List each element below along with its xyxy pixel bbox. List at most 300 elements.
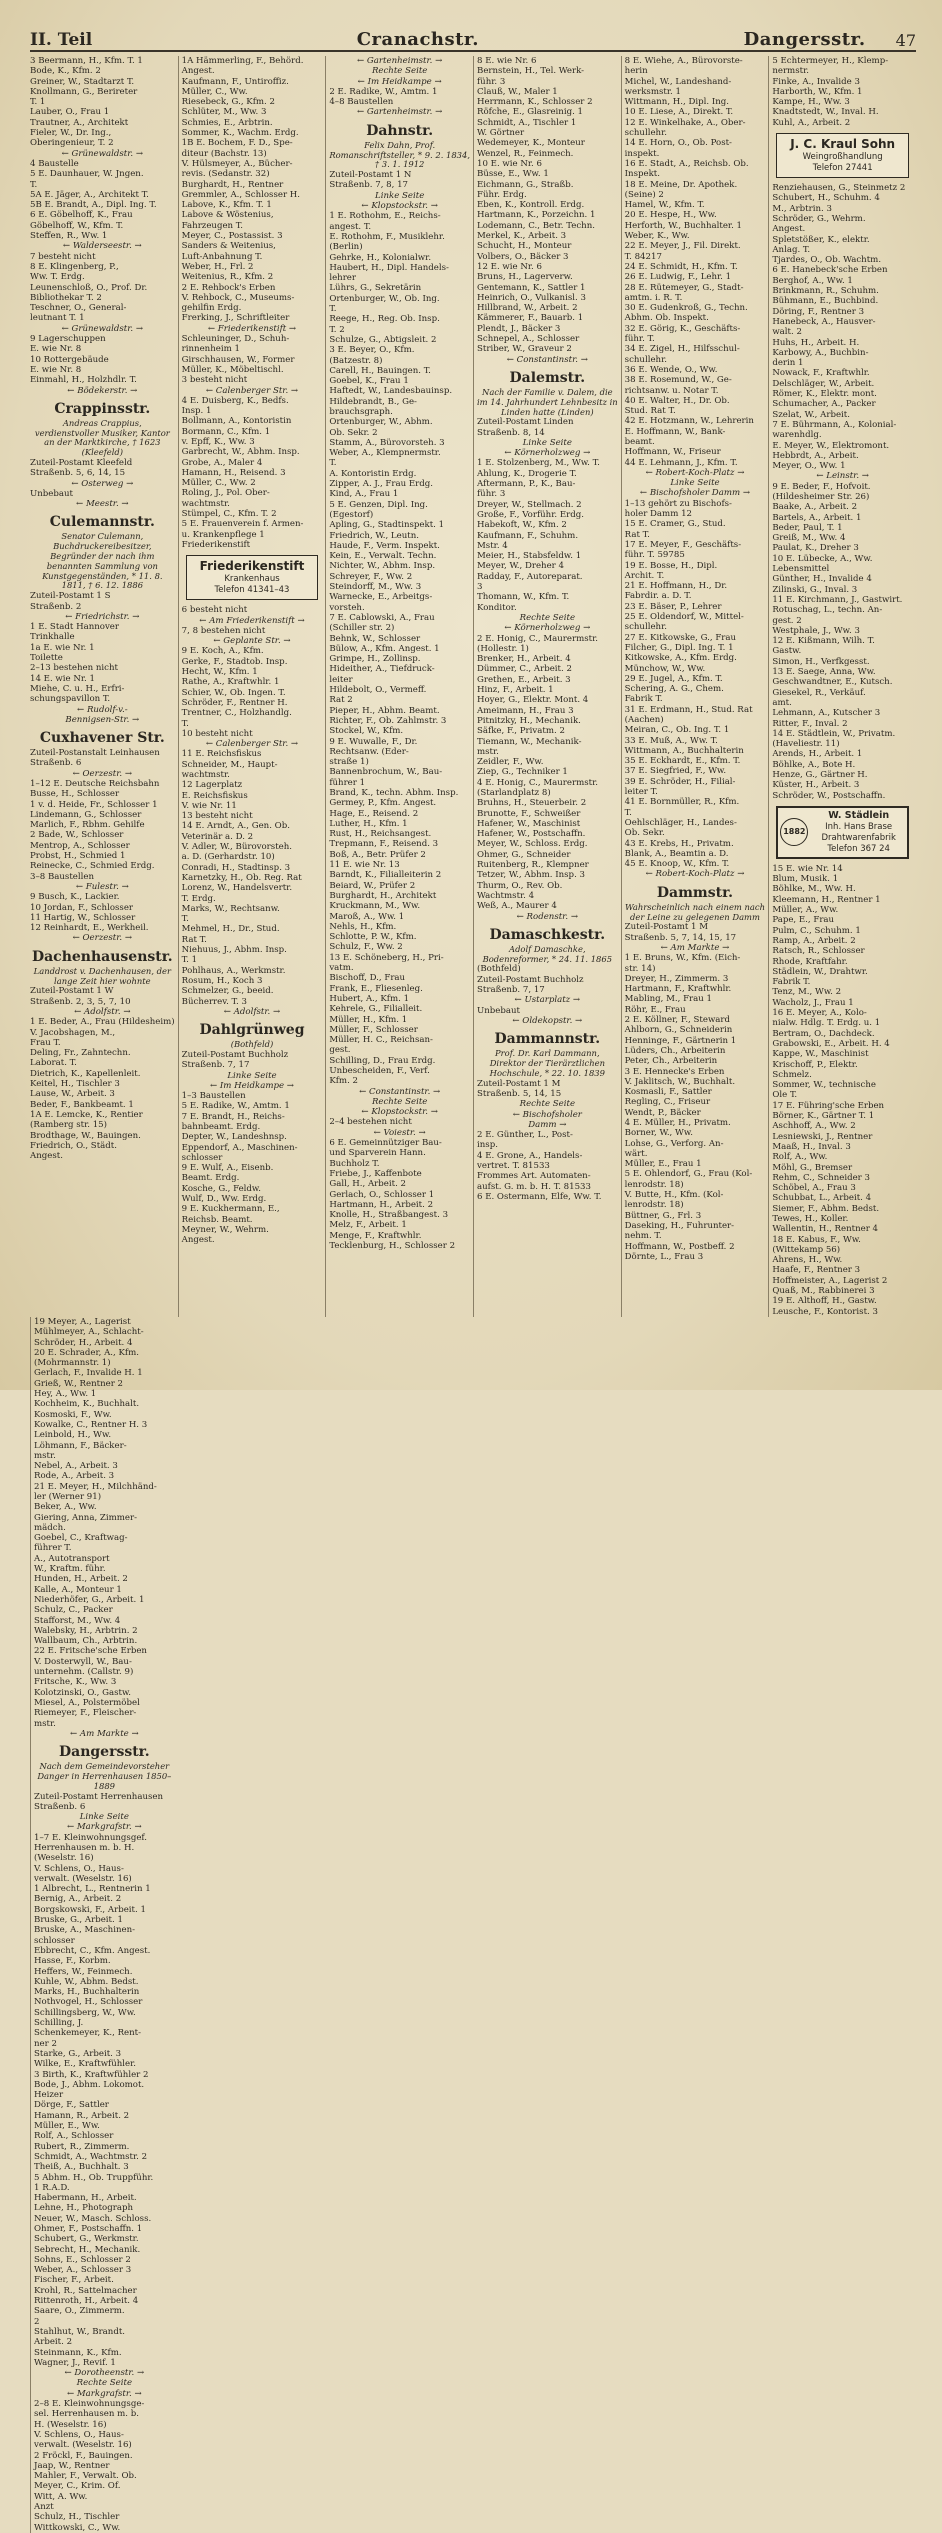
directory-entry: 38 E. Rosemund, W., Ge- — [624, 375, 732, 386]
directory-entry: Marlich, F., Rbhm. Gehilfe — [30, 820, 145, 831]
directory-entry: 5 E. Frauenverein f. Armen- — [181, 519, 304, 530]
directory-entry: Gall, H., Arbeit. 2 — [329, 1179, 407, 1190]
directory-entry: Mahler, F., Verwalt. Ob. — [34, 2471, 137, 2482]
directory-entry: gest. — [329, 1045, 351, 1056]
directory-entry: (Seine) 2 — [624, 189, 664, 200]
directory-entry: Röfche, E., Glasreinig. 1 — [477, 107, 583, 118]
directory-entry: Löhmann, F., Bäcker- — [34, 1440, 127, 1451]
directory-entry: Huhs, H., Arbeit. H. — [772, 337, 860, 348]
directory-entry: Lohse, G., Verforg. An- — [624, 1138, 724, 1149]
directory-entry: 1 E. Beder, A., Frau (Hildesheim) — [30, 1017, 175, 1028]
directory-entry: Schubbat, L., Arbeit. 4 — [772, 1193, 872, 1204]
directory-entry: E. Reichsfiskus — [181, 790, 248, 801]
directory-entry: Kehrele, G., Filialleit. — [329, 1004, 423, 1015]
directory-entry: Behnk, W., Schlosser — [329, 633, 421, 644]
directory-entry: 15 E. Cramer, G., Stud. — [624, 519, 726, 530]
directory-entry: Habermann, H., Arbeit. — [34, 2193, 137, 2204]
directory-entry: Müller, F., Schlosser — [329, 1024, 418, 1035]
street-name-origin-note: Andreas Crappius, verdienstvoller Musiker, Kantor an der Marktkirche, † 1623 (Kleefeld) — [34, 417, 170, 458]
directory-entry: Schillingsberg, W., Ww. — [34, 2007, 136, 2018]
directory-entry: verwalt. (Weselstr. 16) — [34, 1873, 132, 1884]
directory-entry: Kappe, W., Maschinist — [772, 1049, 869, 1060]
directory-entry: Lebensmittel — [772, 564, 830, 575]
directory-entry: 19 E. Althoff, H., Gastw. — [772, 1296, 877, 1307]
directory-entry: 2 — [34, 2316, 40, 2327]
directory-entry: Merkel, K., Arbeit. 3 — [477, 231, 567, 242]
cross-street-marker: ← Am Markte → — [69, 1728, 139, 1739]
directory-entry: Hafener, W., Postschaffn. — [477, 829, 586, 840]
directory-entry: lenrodstr. 18) — [624, 1200, 684, 1211]
directory-entry: 4 E. Honig, C., Maurermstr. — [477, 777, 598, 788]
directory-entry: Lindemann, G., Schlosser — [30, 809, 142, 820]
directory-entry: 6 E. Göbelhoff, K., Frau — [30, 210, 133, 221]
directory-entry: schlosser — [181, 1152, 223, 1163]
directory-entry: Stockel, W., Kfm. — [329, 726, 404, 737]
directory-entry: brauchsgraph. — [329, 407, 393, 417]
cross-street-marker: Damm → — [528, 1119, 567, 1130]
directory-entry: 37 E. Siegfried, F., Ww. — [624, 766, 727, 777]
directory-entry: Brodthage, W., Bauingen. — [30, 1130, 141, 1141]
directory-entry: mstr. — [34, 1718, 56, 1729]
directory-entry: Conradi, H., Stadtinsp. 3 — [181, 862, 291, 873]
directory-entry: W. Görtner — [477, 128, 525, 139]
directory-entry: Maaß, H., Inval. 3 — [772, 1141, 851, 1152]
directory-entry: Knollmann, G., Berireter — [30, 86, 138, 97]
directory-entry: Arends, H., Arbeit. 1 — [772, 749, 863, 760]
directory-entry: Gremmler, A., Schlosser H. — [181, 189, 301, 200]
directory-entry: 19 Meyer, A., Lagerist — [34, 1316, 131, 1327]
directory-entry: Hamel, W., Kfm. T. — [624, 200, 705, 211]
directory-entry: V. Rehbock, C., Museums- — [181, 292, 295, 303]
directory-entry: Reinecke, C., Schmied Erdg. — [30, 861, 155, 872]
directory-entry: 2–13 bestehen nicht — [30, 663, 118, 674]
directory-entry: Städlein, W., Drahtwr. — [772, 966, 868, 977]
directory-entry: Dümmer, C., Arbeit. 2 — [477, 664, 572, 675]
cross-street-marker: Rechte Seite — [371, 1096, 428, 1107]
directory-entry: 5 E. Genzen, Dipl. Ing. — [329, 499, 428, 510]
directory-entry: 9 E. Beder, F., Hofvoit. — [772, 481, 871, 492]
directory-entry: Eben, K., Kontroll. Erdg. — [477, 200, 585, 211]
directory-entry: Schröder, W., Postschaffn. — [772, 790, 886, 801]
cross-street-marker: ← Klopstockstr. → — [361, 1107, 438, 1118]
directory-entry: Lodemann, C., Betr. Techn. — [477, 220, 595, 231]
directory-entry: 19 E. Bosse, H., Dipl. — [624, 560, 718, 571]
directory-entry: Weß, A., Maurer 4 — [477, 901, 557, 912]
directory-entry: Zuteil-Postamt Buchholz — [477, 974, 584, 985]
directory-entry: Henze, G., Gärtner H. — [772, 770, 868, 780]
directory-entry: Garbrecht, W., Abhm. Insp. — [181, 447, 300, 458]
directory-entry: Zuteil-Postamt Kleefeld — [30, 457, 133, 468]
street-name-origin-note: Nach der Familie v. Dalem, die im 14. Jahrhundert Lehnbesitz in Linden hatte (Linden) — [477, 386, 618, 417]
cross-street-marker: ← Fulestr. → — [75, 881, 129, 892]
directory-entry: Brinkmann, R., Schuhm. — [772, 286, 879, 297]
directory-entry: Burghardt, H., Rentner — [181, 179, 284, 190]
directory-entry: Hideither, A., Tiefdruck- — [329, 664, 435, 675]
directory-entry: Niehuus, J., Abhm. Insp. — [181, 945, 287, 956]
directory-entry: 14 E. Arndt, A., Gen. Ob. — [181, 821, 290, 832]
cross-street-marker: ← Am Friederikenstift → — [199, 615, 305, 626]
directory-entry: Beker, A., Ww. — [34, 1502, 97, 1513]
directory-entry: gest. 2 — [772, 615, 802, 626]
directory-entry: Meyer, W., Dreher 4 — [477, 561, 564, 572]
directory-entry: Pulm, C., Schuhm. 1 — [772, 925, 861, 936]
directory-entry: Dörge, F., Sattler — [34, 2100, 109, 2111]
directory-entry: mädch. — [34, 1522, 66, 1533]
directory-entry: 34 E. Zigel, H., Hilfsschul- — [624, 344, 740, 355]
directory-entry: Schneider, M., Haupt- — [181, 759, 278, 770]
directory-entry: Fabrik T. — [772, 977, 811, 988]
directory-entry: Weber, A., Klempnermstr. — [329, 448, 441, 459]
cross-street-marker: ← Robert-Koch-Platz → — [645, 869, 745, 880]
directory-entry: 7 E. Bührmann, A., Kolonial- — [772, 419, 897, 430]
directory-entry: Brunotte, F., Schweißer — [477, 808, 581, 819]
directory-entry: Riesebeck, G., Kfm. 2 — [181, 97, 275, 108]
directory-entry: Fabrik T. — [624, 694, 663, 705]
directory-entry: Kaufmann, F., Untiroffiz. — [181, 76, 289, 87]
directory-entry: angest. T. — [329, 221, 372, 232]
cross-street-marker: ← Oerzestr. → — [72, 768, 133, 779]
directory-entry: Carell, H., Bauingen. T. — [329, 365, 431, 376]
directory-entry: Aschhoff, A., Ww. 2 — [772, 1121, 856, 1132]
directory-entry: Schumacher, A., Packer — [772, 399, 876, 410]
directory-entry: T. — [30, 179, 38, 190]
cross-street-marker: Rechte Seite — [519, 612, 576, 623]
directory-entry: Straßenb. 2 — [30, 601, 82, 612]
directory-entry: (Ramberg str. 15) — [30, 1120, 107, 1131]
directory-entry: Burghardt, H., Architekt — [329, 890, 437, 901]
directory-entry: Ruitenberg, R., Klempner — [477, 860, 589, 871]
directory-entry: 10 E. Lübecke, A., Ww. — [772, 553, 873, 564]
directory-entry: 9 E. Kuckhermann, E., — [181, 1204, 280, 1215]
directory-entry: Angest. — [181, 1235, 215, 1246]
directory-entry: beamt. — [624, 436, 655, 447]
directory-entry: führ. 3 — [477, 489, 506, 500]
directory-entry: 9 Busch, K., Lackier. — [30, 892, 120, 903]
directory-entry: Schilling, J. — [34, 2018, 84, 2029]
directory-entry: Schenkemeyer, K., Rent- — [34, 2028, 142, 2039]
cross-street-marker: ← Constantinstr. → — [359, 1086, 441, 1097]
directory-entry: ler (Werner 91) — [34, 1492, 102, 1502]
directory-entry: insp. — [477, 1140, 498, 1151]
directory-entry: 41 E. Bornmüller, R., Kfm. — [624, 797, 740, 808]
directory-entry: Straßenb. 5, 14, 15 — [477, 1088, 562, 1099]
cross-street-marker: ← Rodenstr. → — [516, 911, 579, 922]
directory-entry: 8 E. wie Nr. 6 — [477, 56, 537, 66]
directory-entry: Luft-Anbahnung T. — [181, 251, 263, 262]
directory-entry: Knolle, H., Straßbangest. 3 — [329, 1210, 449, 1221]
directory-entry: Meyer, C., Postassist. 3 — [181, 231, 283, 242]
directory-entry: 3 E. Hennecke's Erben — [624, 1066, 725, 1077]
directory-entry: schullehr. — [624, 622, 667, 633]
directory-entry: Müller, C., Ww. — [181, 86, 248, 97]
directory-entry: Hasse, F., Korbm. — [34, 1956, 111, 1967]
directory-entry: amtm. i. R. T. — [624, 292, 683, 303]
directory-entry: 43 E. Krebs, H., Privatm. — [624, 838, 734, 849]
directory-entry: Meiran, C., Ob. Ing. T. 1 — [624, 725, 730, 736]
directory-entry: Dreyer, H., Zimmerm. 3 — [624, 973, 729, 984]
directory-entry: Döring, F., Rentner 3 — [772, 306, 865, 317]
directory-entry: amt. — [772, 697, 792, 708]
directory-entry: derin 1 — [772, 358, 804, 369]
directory-entry: 5 E. Daunhauer, W. Jngen. — [30, 169, 144, 180]
directory-entry: Steinmann, K., Kfm. — [34, 2347, 122, 2358]
directory-entry: Beamt. Erdg. — [181, 1173, 240, 1184]
directory-entry: v. Epff, K., Ww. 3 — [181, 436, 255, 447]
directory-entry: Stamm, A., Bürovorsteh. 3 — [329, 437, 445, 448]
directory-entry: Rat 2 — [329, 695, 353, 706]
directory-entry: H. (Weselstr. 16) — [34, 2419, 107, 2430]
directory-entry: V. Butte, H., Kfm. (Kol- — [624, 1190, 724, 1201]
street-heading: Dahlgrünweg — [199, 1022, 305, 1039]
directory-entry: V. Schlens, O., Haus- — [34, 1863, 124, 1874]
directory-entry: Kruckmann, M., Ww. — [329, 901, 421, 912]
directory-entry: Melz, F., Arbeit. 1 — [329, 1220, 407, 1231]
directory-entry: Einmahl, H., Holzhdlr. T. — [30, 375, 137, 386]
directory-entry: 6 E. Ostermann, Elfe, Ww. T. — [477, 1191, 602, 1202]
directory-entry: Stafforst, M., Ww. 4 — [34, 1615, 121, 1626]
directory-entry: 1 v. d. Heide, Fr., Schlosser 1 — [30, 799, 158, 810]
directory-entry: 11 E. Kirchmann, J., Gastwirt. — [772, 594, 903, 605]
directory-entry: Ortenburger, W., Ob. Ing. — [329, 293, 440, 304]
directory-entry: (Weselstr. 16) — [34, 1853, 94, 1864]
cross-street-marker: Rechte Seite — [519, 1099, 576, 1110]
directory-entry: Zuteil-Postamt 1 S — [30, 591, 111, 602]
directory-entry: Dreyer, W., Stellmach. 2 — [477, 499, 582, 510]
directory-entry: 10 Jordan, F., Schlosser — [30, 902, 134, 913]
directory-entry: Rotuschag, L., techn. An- — [772, 605, 883, 616]
directory-entry: Leusche, F., Kontorist. 3 — [772, 1306, 878, 1317]
directory-entry: Börner, K., Gärtner T. 1 — [772, 1111, 875, 1122]
directory-entry: Möhl, G., Bremser — [772, 1162, 853, 1173]
directory-entry: 3 besteht nicht — [181, 375, 248, 386]
directory-entry: 18 E. Kabus, F., Ww. — [772, 1234, 861, 1245]
directory-entry: Lesniewski, J., Rentner — [772, 1131, 873, 1142]
directory-entry: Ziep, G., Techniker 1 — [477, 767, 568, 778]
directory-entry: Herrenhausen m. b. H. — [34, 1843, 135, 1853]
directory-entry: T. — [329, 304, 337, 315]
directory-entry: Ohmer, F., Postschaffn. 1 — [34, 2223, 143, 2234]
directory-entry: Witt, A. Ww. — [34, 2491, 88, 2502]
directory-entry: leiter — [329, 674, 353, 685]
directory-entry: Herrmann, K., Schlosser 2 — [477, 97, 593, 108]
directory-entry: schlosser — [34, 1935, 75, 1946]
directory-entry: Hebbrdt, A., Arbeit. — [772, 450, 859, 461]
cross-street-marker: Linke Seite — [375, 190, 425, 201]
directory-entry: Ob. Sekr. 2 — [329, 427, 378, 438]
directory-entry: Tjardes, O., Ob. Wachtm. — [772, 255, 882, 266]
directory-entry: 5 E. Ohlendorf, G., Frau (Kol- — [624, 1169, 753, 1180]
directory-entry: Fritsche, K., Ww. 3 — [34, 1677, 117, 1688]
directory-entry: (Hildesheimer Str. 26) — [772, 491, 870, 502]
directory-entry: rinnenheim 1 — [181, 344, 240, 355]
directory-entry: Kein, E., Verwalt. Techn. — [329, 551, 437, 562]
directory-entry: M., Arbtrin. 3 — [772, 203, 832, 214]
directory-entry: vertret. T. 81533 — [477, 1160, 550, 1171]
directory-entry: Säfke, F., Privatm. 2 — [477, 726, 565, 737]
directory-entry: Frau T. — [30, 1037, 61, 1048]
directory-entry: Hey, A., Ww. 1 — [34, 1389, 97, 1400]
directory-entry: (Wittekamp 56) — [772, 1244, 841, 1255]
directory-entry: wachtmstr. — [181, 498, 230, 509]
advertisement-line: Drahtwarenfabrik — [821, 832, 896, 843]
directory-entry: Menge, F., Kraftwhlr. — [329, 1230, 422, 1241]
directory-entry: Kolotzinski, O., Gastw. — [34, 1687, 132, 1698]
directory-entry: 1–3 Baustellen — [181, 1091, 246, 1102]
directory-entry: T. — [624, 807, 632, 818]
directory-entry: Schulz, C., Packer — [34, 1605, 113, 1616]
page-number: 47 — [895, 31, 916, 50]
directory-entry: nialw. Hdlg. T. Erdg. u. 1 — [772, 1018, 881, 1029]
cross-street-marker: ← Friedrichstr. → — [65, 611, 140, 622]
directory-entry: Wendt, P., Bäcker — [624, 1107, 701, 1118]
directory-entry: Hartmann, K., Porzeichn. 1 — [477, 210, 596, 221]
directory-entry: 5 Echtermeyer, H., Klemp- — [772, 56, 889, 66]
directory-entry: 1A Hämmerling, F., Behörd. — [181, 56, 304, 66]
advertisement-box — [776, 133, 909, 178]
directory-entry: 6 besteht nicht — [181, 605, 248, 616]
directory-entry: wärt. — [624, 1148, 648, 1159]
directory-entry: Starke, G., Arbeit. 3 — [34, 2048, 122, 2059]
directory-entry: vatm. — [329, 963, 354, 974]
directory-entry: 33 E. Muß, A., Ww. T. — [624, 735, 718, 746]
directory-entry: Goebel, K., Frau 1 — [329, 376, 409, 387]
directory-entry: (Egestorf) — [329, 509, 374, 520]
directory-entry: 3 E. Beyer, O., Kfm. — [329, 345, 415, 356]
directory-entry: 20 E. Hespe, H., Ww. — [624, 210, 717, 221]
directory-entry: Angest. — [181, 66, 215, 77]
directory-entry: straße 1) — [329, 757, 369, 768]
directory-entry: walt. 2 — [772, 327, 802, 338]
directory-entry: 3 — [477, 582, 483, 593]
directory-entry: Ohmer, G., Schneider — [477, 849, 571, 860]
directory-entry: leiter T. — [624, 787, 658, 798]
street-name-origin-note: Wahrscheinlich nach einem nach der Leine zu gelegenen Damm — [625, 901, 765, 922]
cross-street-marker: ← Oerzestr. → — [72, 933, 133, 944]
directory-entry: Wittmann, H., Dipl. Ing. — [624, 97, 730, 108]
directory-entry: Straßenb. 2, 3, 5, 7, 10 — [30, 996, 131, 1007]
directory-entry: Meyer, C., Krim. Of. — [34, 2481, 121, 2492]
street-name-origin-note: Felix Dahn, Prof. Romanschriftsteller, * 9. 2. 1834, † 3. 1. 1912 — [329, 139, 471, 170]
directory-entry: Unbebaut — [30, 488, 73, 499]
cross-street-marker: ← Gartenheimstr. → — [357, 107, 443, 118]
cross-street-marker: Linke Seite — [670, 478, 720, 489]
directory-entry: 7 besteht nicht — [30, 251, 96, 262]
directory-entry: führ. 3 — [477, 76, 506, 87]
directory-entry: Luther, H., Kfm. 1 — [329, 818, 408, 829]
directory-entry: Zuteil-Postamt 1 N — [329, 170, 412, 181]
directory-entry: Thomann, W., Kfm. T. — [477, 592, 570, 603]
directory-entry: Oehlschläger, H., Landes- — [624, 817, 737, 828]
directory-entry: Ratsch, R., Schlosser — [772, 946, 865, 957]
directory-entry: Bormann, C., Kfm. 1 — [181, 426, 271, 437]
directory-entry: Daseking, H., Fuhrunter- — [624, 1220, 735, 1231]
directory-entry: Römer, K., Elektr. mont. — [772, 389, 877, 400]
directory-entry: Finke, A., Invalide 3 — [772, 76, 860, 87]
directory-entry: Krischoff, P., Elektr. — [772, 1059, 858, 1070]
directory-entry: Abhm. Ob. Inspekt. — [624, 313, 709, 324]
directory-entry: Wittkowski, C., Ww. — [34, 2522, 121, 2533]
directory-entry: 2 Fröckl, F., Bauingen. — [34, 2450, 133, 2461]
directory-entry: Bertram, O., Dachdeck. — [772, 1028, 875, 1039]
street-heading: Dangersstr. — [58, 1744, 150, 1761]
directory-entry: Nehls, H., Kfm. — [329, 921, 397, 932]
directory-entry: Friedrich, W., Leutn. — [329, 530, 419, 541]
cross-street-marker: ← Ustarplatz → — [514, 995, 581, 1006]
directory-columns — [30, 56, 916, 2533]
directory-entry: Grieß, W., Rentner 2 — [34, 1378, 124, 1389]
directory-entry: Ob. Sekr. — [624, 828, 665, 839]
directory-entry: Bartels, A., Arbeit. 1 — [772, 512, 862, 523]
directory-entry: Straßenb. 7, 17 — [477, 985, 545, 996]
directory-entry: 13 E. Schöneberg, H., Pri- — [329, 952, 444, 963]
directory-entry: 2 E. Rehbock's Erben — [181, 282, 276, 293]
directory-entry: Bülow, A., Kfm. Angest. 1 — [329, 643, 440, 654]
street-heading: Dahnstr. — [366, 122, 434, 139]
directory-entry: Göbelhoff, W., Kfm. T. — [30, 220, 124, 231]
directory-entry: Richter, F., Ob. Zahlmstr. 3 — [329, 715, 447, 726]
directory-entry: 21 E. Meyer, H., Milchhänd- — [34, 1481, 157, 1492]
directory-entry: 5 E. Radike, W., Amtm. 1 — [181, 1101, 290, 1112]
directory-entry: Weber, K., Ww. — [624, 231, 690, 242]
cross-street-marker: ← Calenberger Str. → — [205, 385, 299, 396]
directory-entry: 7 E. Cablowski, A., Frau — [329, 612, 435, 623]
directory-entry: Tewes, H., Koller. — [772, 1213, 849, 1224]
directory-entry: T. — [181, 718, 189, 729]
directory-entry: 12 Lagerplatz — [181, 780, 243, 791]
directory-entry: Lauber, O., Frau 1 — [30, 107, 110, 118]
street-name-origin-note: Adolf Damaschke, Bodenreformer, * 24. 11. 1865 — [482, 943, 613, 964]
directory-entry: Kuhle, W., Abhm. Bedst. — [34, 1976, 139, 1987]
directory-entry: 13 E. Saege, Anna, Ww. — [772, 667, 876, 678]
directory-entry: 5 Abhm. H., Ob. Truppführ. — [34, 2172, 154, 2183]
directory-entry: 31 E. Erdmann, H., Stud. Rat — [624, 704, 753, 715]
directory-entry: Haubert, H., Dipl. Handels- — [329, 262, 449, 273]
directory-entry: E. Meyer, W., Elektromont. — [772, 440, 890, 451]
advertisement-line: W. Städlein — [828, 809, 890, 821]
directory-entry: Kosche, G., Feldw. — [181, 1183, 261, 1194]
directory-entry: 16 E. Meyer, A., Kolo- — [772, 1008, 867, 1019]
directory-entry: gehilfin Erdg. — [181, 303, 242, 314]
directory-entry: Müller, A., Ww. — [772, 905, 839, 916]
directory-entry: 4–8 Baustellen — [329, 97, 394, 108]
cross-street-marker: ← Grünewaldstr. → — [61, 323, 144, 334]
directory-entry: 1–7 E. Kleinwohnungsgef. — [34, 1832, 148, 1843]
directory-entry: Blum, Musik. 1 — [772, 874, 839, 885]
advertisement-line: Weingroßhandlung — [802, 152, 883, 163]
cross-street-marker: ← Am Markte → — [660, 942, 730, 953]
directory-entry: ner 2 — [34, 2038, 57, 2049]
directory-entry: nermstr. — [772, 66, 809, 77]
directory-entry: Schmidt, A., Tischler 1 — [477, 117, 577, 128]
directory-entry: Hoffmann, W., Postbeff. 2 — [624, 1241, 735, 1252]
directory-entry: Hubert, A., Kfm. 1 — [329, 993, 410, 1004]
directory-entry: Tiemann, W., Mechanik- — [477, 736, 582, 747]
directory-entry: Giering, Anna, Zimmer- — [34, 1512, 138, 1523]
directory-entry: Trautner, A., Architekt — [30, 117, 129, 128]
right-running-head: Dangersstr. — [743, 29, 866, 50]
directory-entry: 2–8 E. Kleinwohnungsge- — [34, 2399, 145, 2410]
page-header — [30, 24, 916, 52]
directory-entry: 2 E. Radike, W., Amtm. 1 — [329, 86, 438, 97]
cross-street-marker: ← Im Heidkampe → — [209, 1080, 295, 1091]
directory-entry: Anzt — [34, 2502, 54, 2512]
directory-entry: 2 E. Köllner, F., Steward — [624, 1015, 731, 1026]
directory-entry: 39 E. Schröder, H., Filial- — [624, 776, 736, 787]
directory-entry: Zeidler, F., Ww. — [477, 757, 544, 768]
cross-street-marker: ← Markgrafstr. → — [66, 2388, 142, 2399]
directory-entry: richtsanw. u. Notar T. — [624, 385, 719, 396]
directory-entry: 11 E. wie Nr. 13 — [329, 860, 400, 871]
